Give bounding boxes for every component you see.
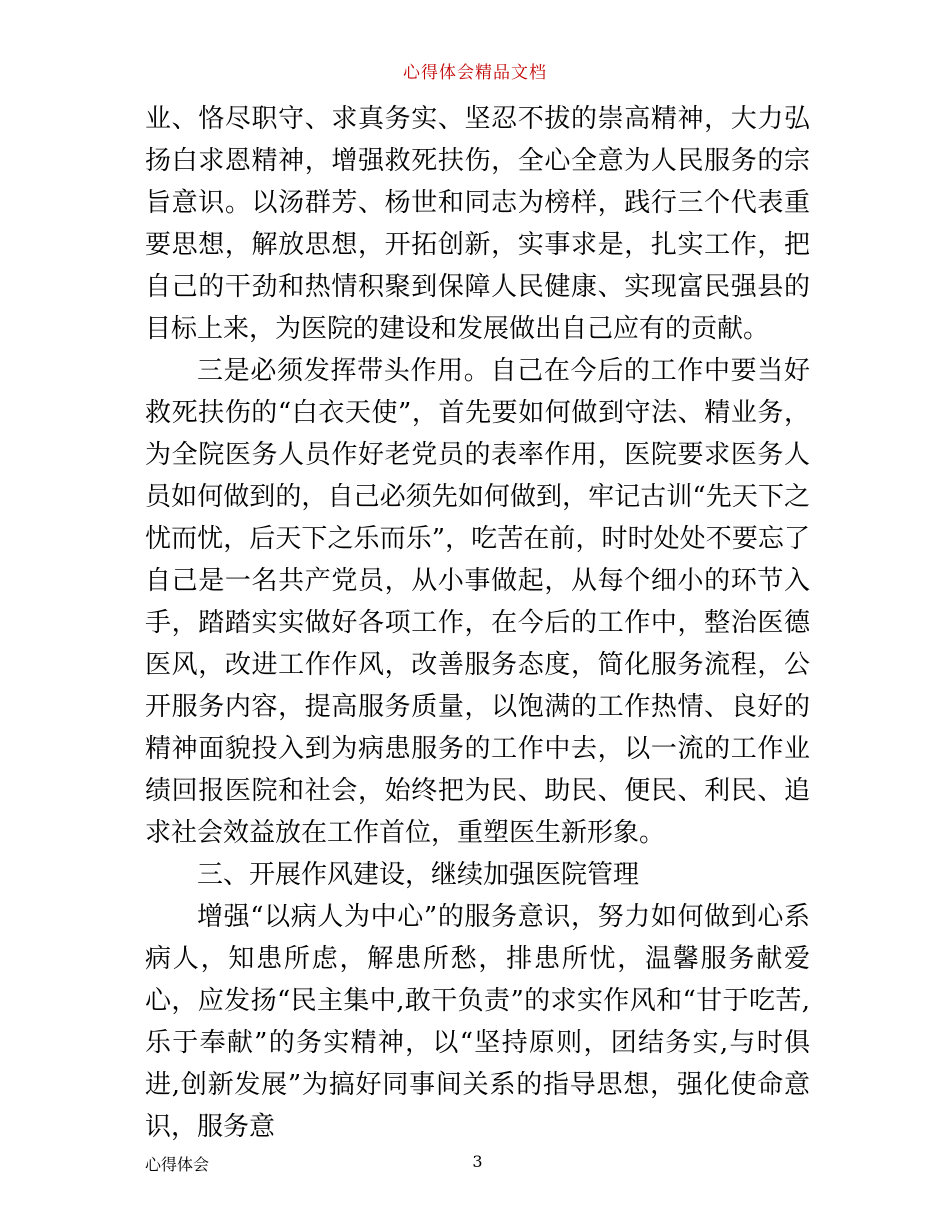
document-body xyxy=(145,98,810,1148)
section-heading: 三、开展作风建设，继续加强医院管理 xyxy=(197,860,640,890)
paragraph-1: 业、恪尽职守、求真务实、坚忍不拔的崇高精神，大力弘扬白求恩精神，增强救死扶伤，全心全意为人民服务的宗旨意识。以汤群芳、杨世和同志为榜样，践行三个代表重要思想，解放思想，开拓创新，实事求是，扎实工作，把自己的干劲和热情积聚到保障人民健康、实现富民强县的目标上来，为医院的建设和发展做出自己应有的贡献。 xyxy=(145,104,810,344)
footer-label: 心得体会 xyxy=(145,1155,210,1174)
page-number: 3 xyxy=(472,1152,483,1171)
paragraph-2: 三是必须发挥带头作用。自己在今后的工作中要当好救死扶伤的“白衣天使”，首先要如何做到守法、精业务，为全院医务人员作好老党员的表率作用，医院要求医务人员如何做到的，自己必须先如何做到，牢记古训“先天下之忧而忧，后天下之乐而乐”，吃苦在前，时时处处不要忘了自己是一名共产党员，从小事做起，从每个细小的环节入手，踏踏实实做好各项工作，在今后的工作中，整治医德医风，改进工作作风，改善服务态度，简化服务流程，公开服务内容，提高服务质量，以饱满的工作热情、良好的精神面貌投入到为病患服务的工作中去，以一流的工作业绩回报医院和社会，始终把为民、助民、便民、利民、追求社会效益放在工作首位，重塑医生新形象。 xyxy=(145,356,810,848)
paragraph-4: 增强“以病人为中心”的服务意识，努力如何做到心系病人，知患所虑，解患所愁，排患所忧，温馨服务献爱心，应发扬“民主集中,敢干负责”的求实作风和“甘于吃苦,乐于奉献”的务实精神，以“坚持原则，团结务实,与时俱进,创新发展”为搞好同事间关系的指导思想，强化使命意识，服务意 xyxy=(145,902,810,1142)
page-header-title: 心得体会精品文档 xyxy=(403,63,547,83)
page-footer xyxy=(145,1152,810,1176)
